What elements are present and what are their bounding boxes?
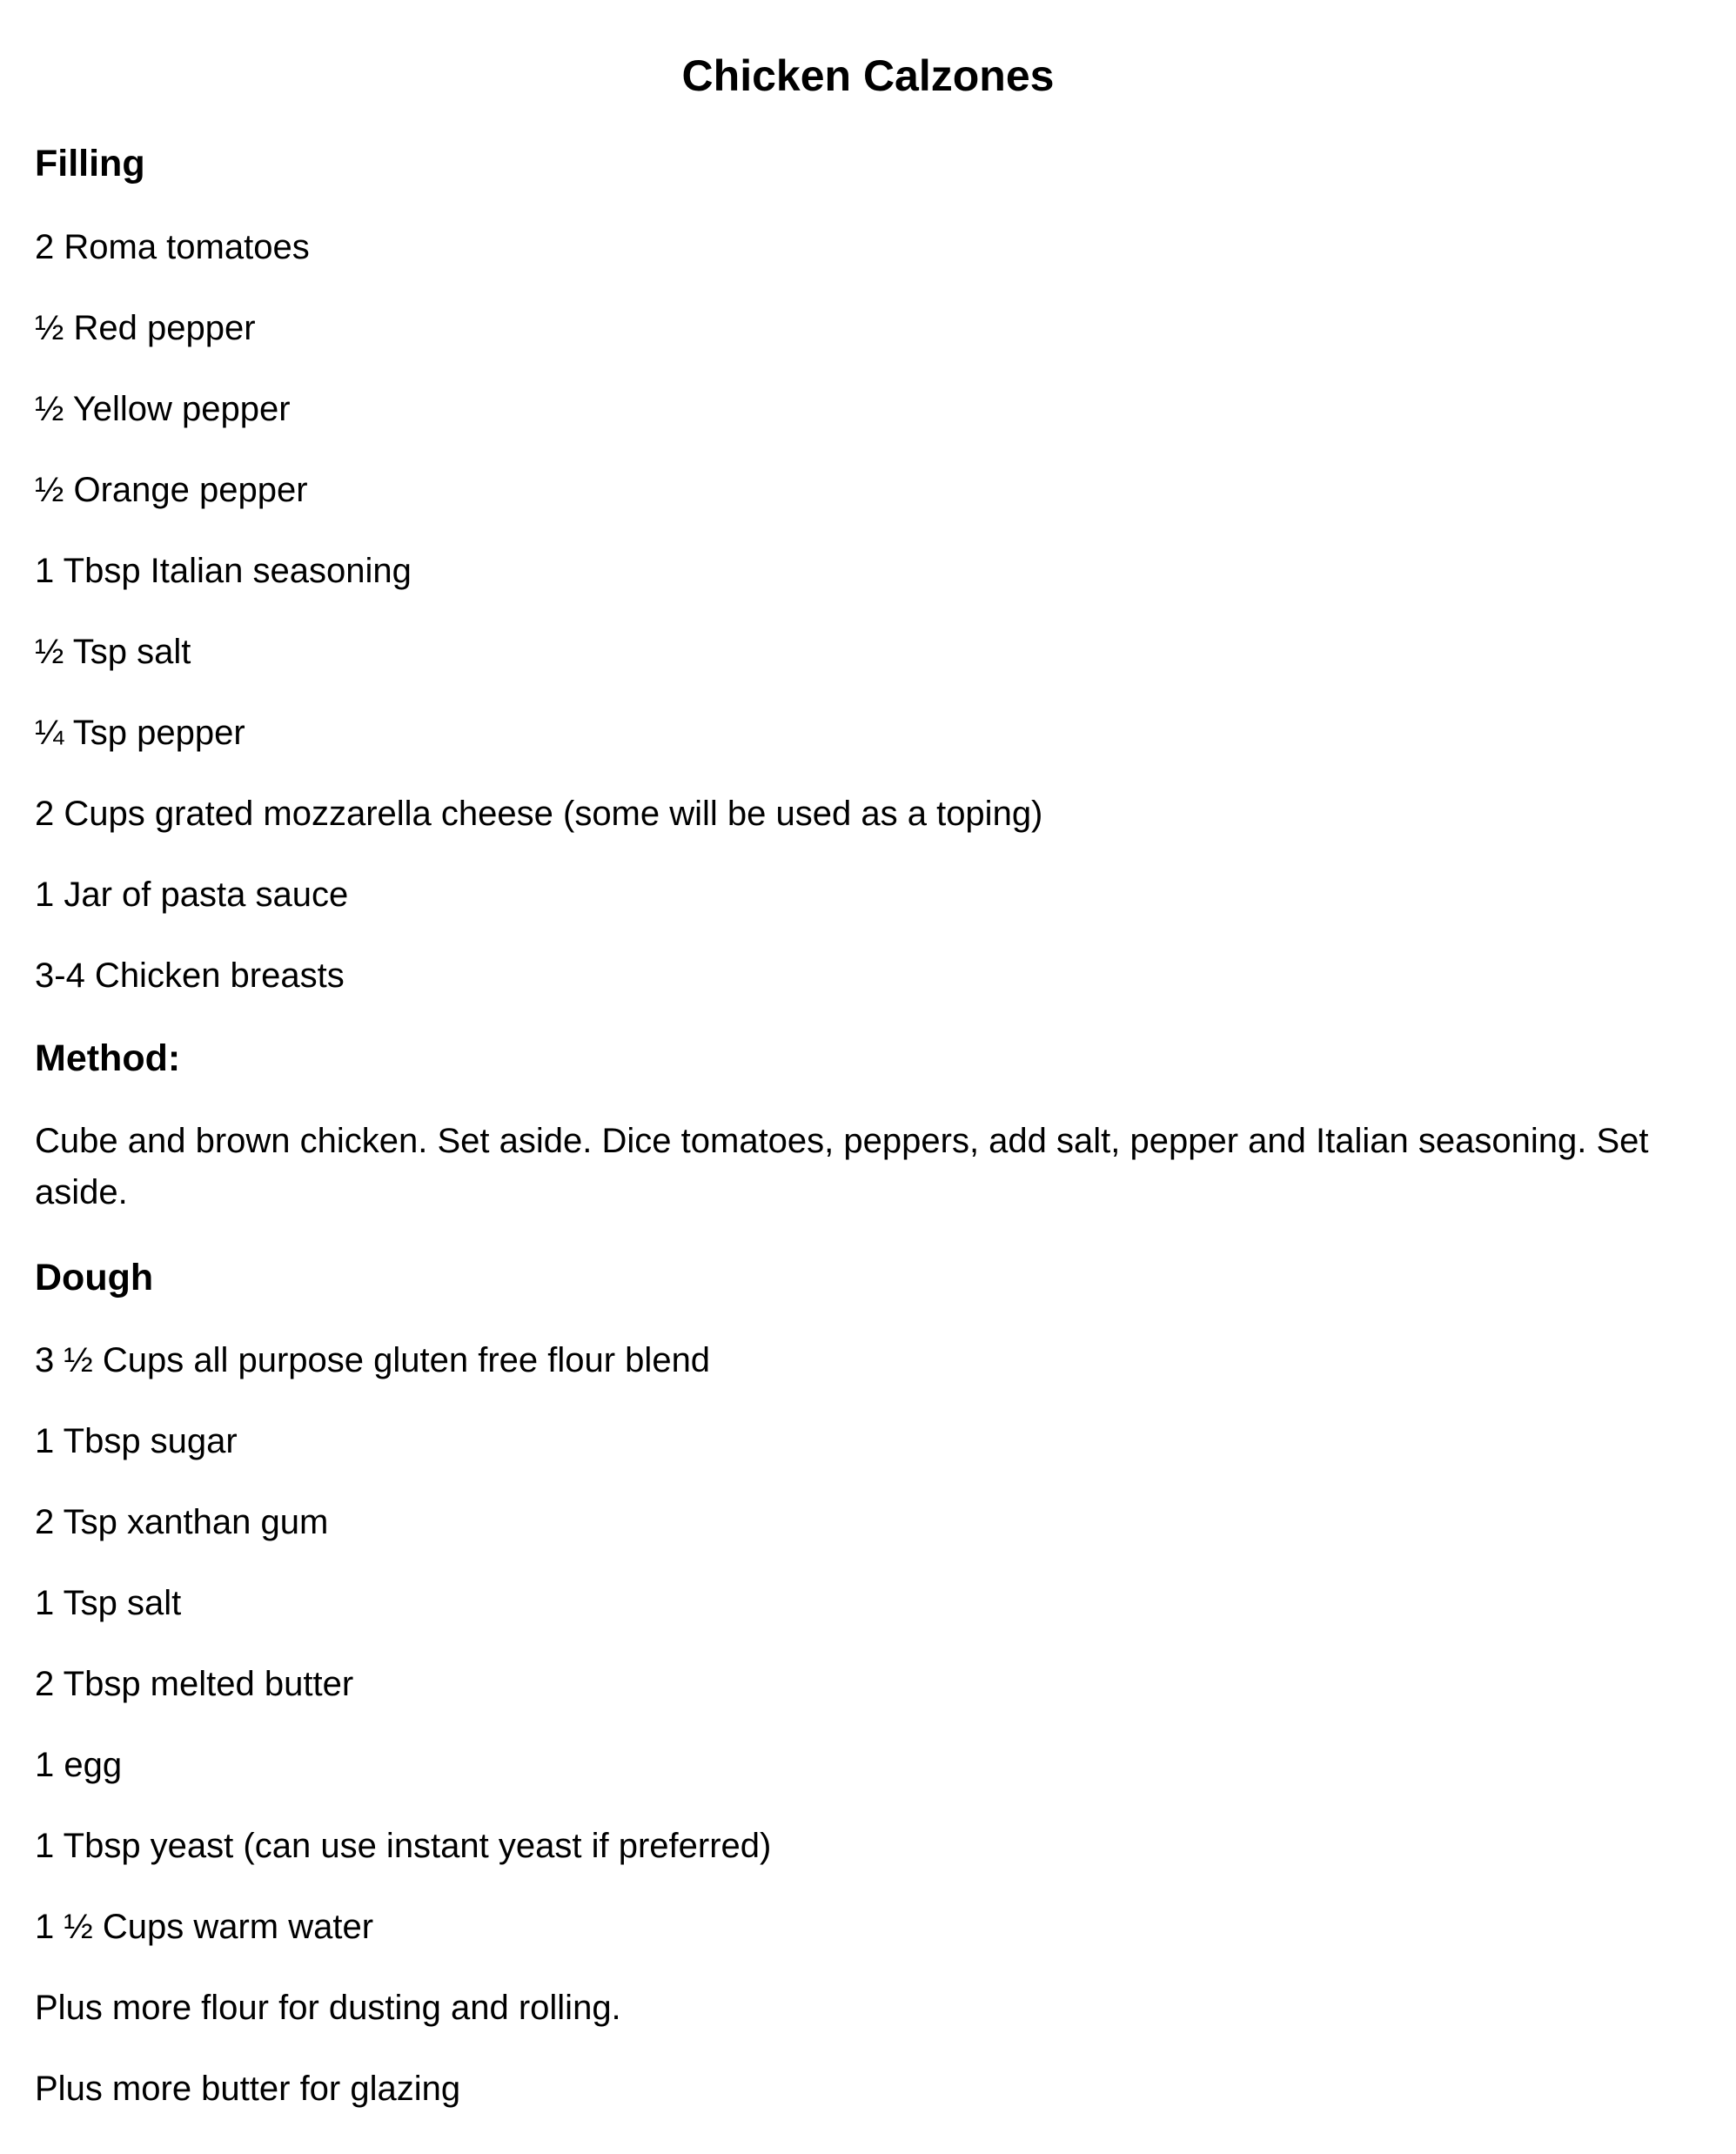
dough-item: 1 Tbsp yeast (can use instant yeast if preferred) <box>35 1827 772 1865</box>
filling-item: 2 Cups grated mozzarella cheese (some will be used as a toping) <box>35 795 1043 833</box>
dough-item: 1 ½ Cups warm water <box>35 1908 374 1946</box>
dough-heading: Dough <box>35 1257 154 1298</box>
dough-item: Plus more butter for glazing <box>35 2070 461 2108</box>
dough-item: 3 ½ Cups all purpose gluten free flour blend <box>35 1341 711 1379</box>
filling-item: 1 Tbsp Italian seasoning <box>35 552 412 590</box>
dough-item: 2 Tsp xanthan gum <box>35 1503 329 1541</box>
filling-item: ½ Tsp salt <box>35 633 191 671</box>
filling-item: 2 Roma tomatoes <box>35 228 310 266</box>
filling-item: ½ Red pepper <box>35 309 256 347</box>
dough-item: Plus more flour for dusting and rolling. <box>35 1989 621 2027</box>
method-text: Cube and brown chicken. Set aside. Dice tomatoes, peppers, add salt, pepper and Italian seasoning. Set aside. <box>35 1122 1649 1211</box>
dough-item: 1 egg <box>35 1746 123 1784</box>
dough-item: 2 Tbsp melted butter <box>35 1665 354 1703</box>
filling-item: 1 Jar of pasta sauce <box>35 876 349 914</box>
filling-item: ½ Orange pepper <box>35 471 308 509</box>
filling-heading: Filling <box>35 143 145 185</box>
filling-item: 3-4 Chicken breasts <box>35 956 345 995</box>
dough-item: 1 Tbsp sugar <box>35 1422 238 1460</box>
dough-item: 1 Tsp salt <box>35 1584 182 1622</box>
method-heading: Method: <box>35 1037 181 1079</box>
filling-item: ¼ Tsp pepper <box>35 714 245 752</box>
filling-item: ½ Yellow pepper <box>35 390 291 428</box>
page-title: Chicken Calzones <box>681 51 1055 100</box>
